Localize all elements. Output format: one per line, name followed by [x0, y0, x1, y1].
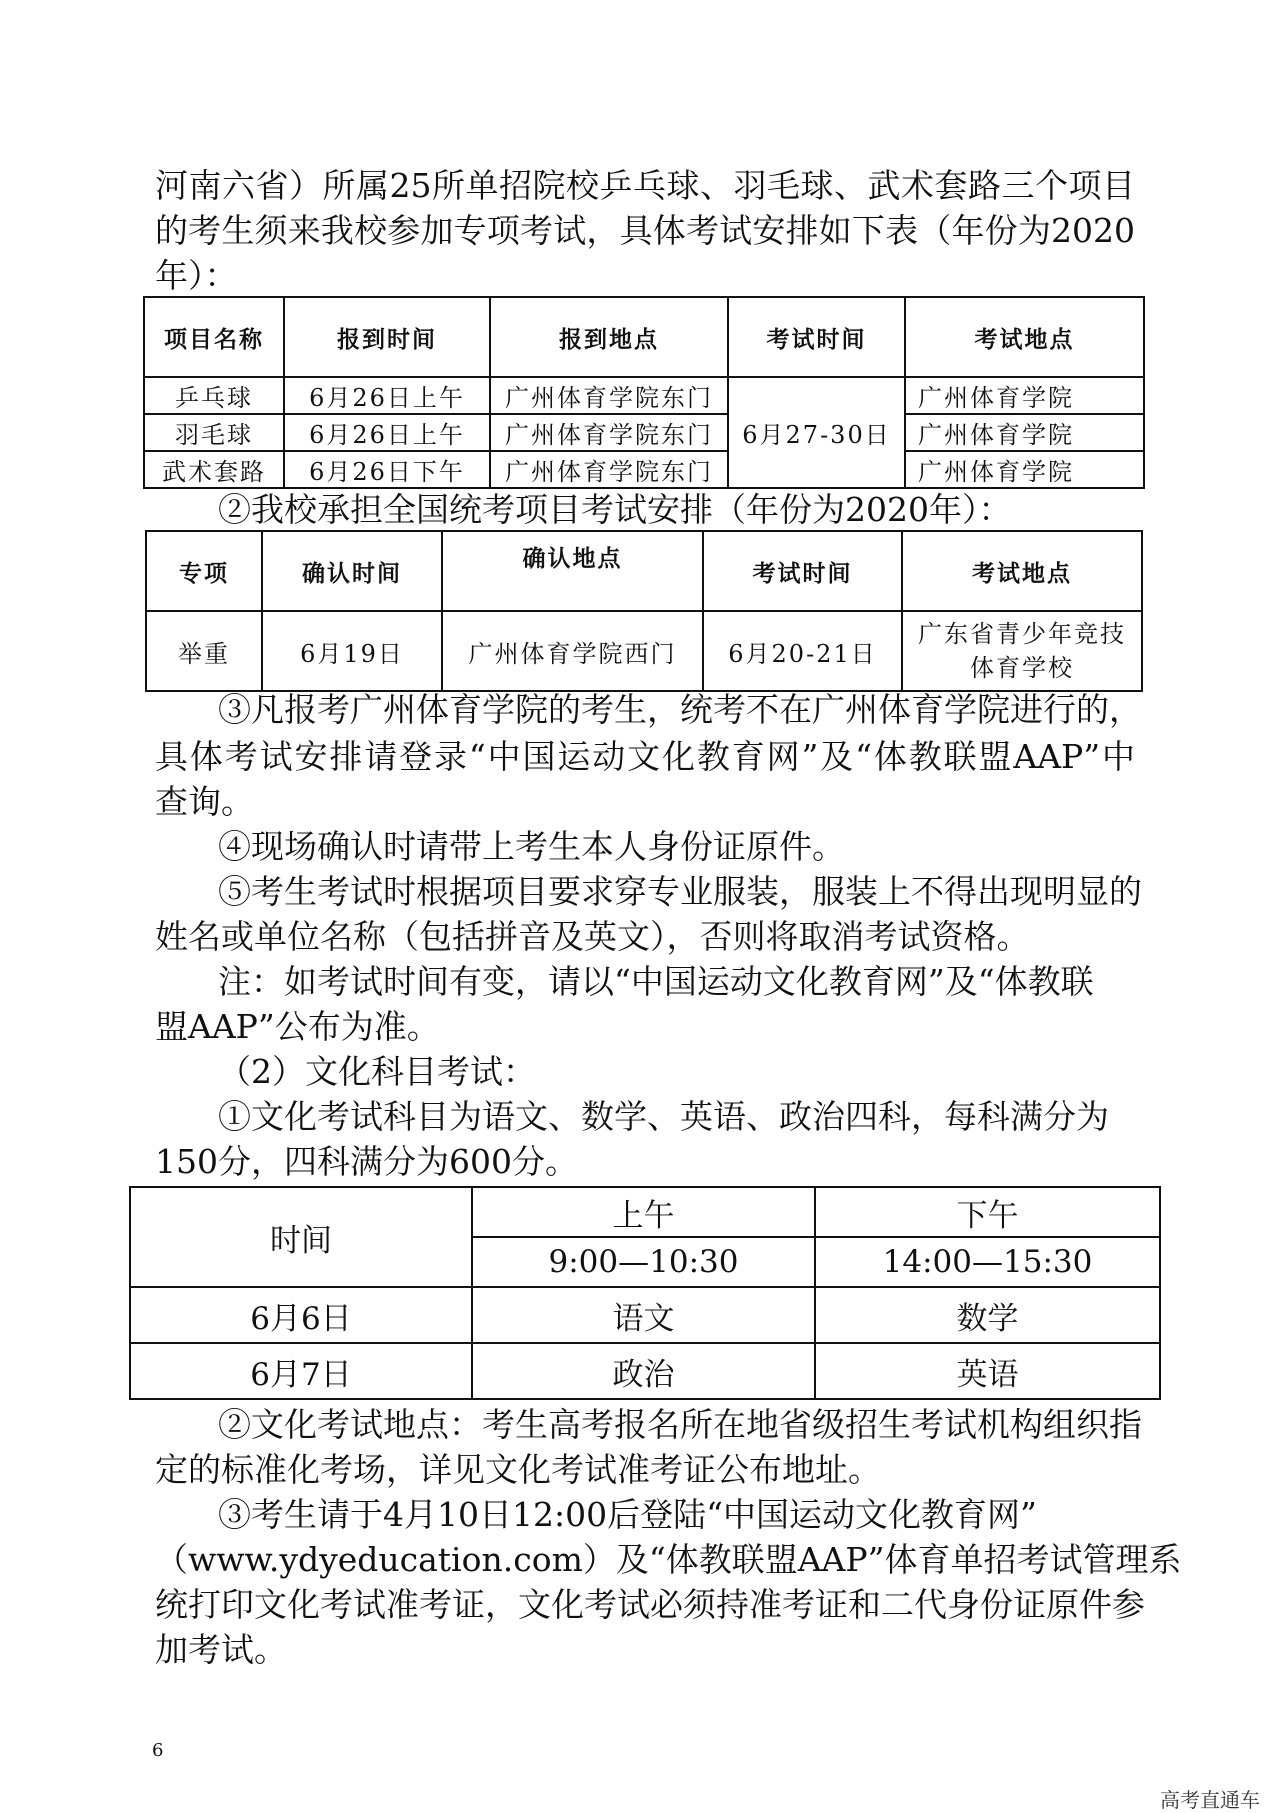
cell-report-time: 6月26日下午	[284, 451, 490, 488]
para-3-line-3: 查询。	[155, 782, 254, 821]
time-label: 时间	[130, 1187, 472, 1287]
culture-para-3-line-2: （www.ydyeducation.com）及“体教联盟AAP”体育单招考试管理系	[155, 1540, 1182, 1579]
header-project: 项目名称	[144, 297, 284, 377]
table-row	[146, 611, 1142, 691]
culture-para-2-line-2: 定的标准化考场，详见文化考试准考证公布地址。	[155, 1450, 881, 1489]
para-5-line-1: ⑤考生考试时根据项目要求穿专业服装，服装上不得出现明显的	[218, 872, 1142, 911]
intro-line-1: 河南六省）所属25所单招院校乒乓球、羽毛球、武术套路三个项目	[155, 166, 1135, 205]
cell-report-place: 广州体育学院东门	[490, 414, 728, 451]
culture-para-3-line-1: ③考生请于4月10日12:00后登陆“中国运动文化教育网”	[218, 1495, 1037, 1534]
cell-am-subject: 政治	[472, 1343, 815, 1399]
para-3-line-2: 具体考试安排请登录“中国运动文化教育网”及“体教联盟AAP”中	[155, 737, 1135, 776]
header-confirm-time: 确认时间	[262, 531, 442, 611]
culture-schedule-table	[129, 1186, 1161, 1400]
table-row	[144, 414, 1144, 451]
cell-exam-time: 6月20-21日	[703, 611, 902, 691]
cell-exam-place: 广州体育学院	[905, 451, 1144, 488]
note-line-2: 盟AAP”公布为准。	[155, 1007, 440, 1046]
header-item: 专项	[146, 531, 262, 611]
am-time: 9:00—10:30	[472, 1237, 815, 1287]
cell-project: 乒乓球	[144, 377, 284, 414]
exam-place-line-1: 广东省青少年竞技	[918, 620, 1126, 648]
special-exam-table	[143, 296, 1145, 489]
cell-report-place: 广州体育学院东门	[490, 451, 728, 488]
table-row	[130, 1287, 1160, 1343]
culture-para-3-line-3: 统打印文化考试准考证，文化考试必须持准考证和二代身份证原件参	[155, 1585, 1145, 1624]
pm-label: 下午	[815, 1187, 1160, 1237]
header-confirm-place: 确认地点	[442, 531, 703, 611]
para-3-line-1: ③凡报考广州体育学院的考生，统考不在广州体育学院进行的，	[218, 690, 1142, 729]
cell-exam-time: 6月27-30日	[728, 377, 905, 488]
cell-date: 6月7日	[130, 1343, 472, 1399]
header-exam-place: 考试地点	[902, 531, 1142, 611]
header-report-time: 报到时间	[284, 297, 490, 377]
intro-line-2: 的考生须来我校参加专项考试，具体考试安排如下表（年份为2020	[155, 211, 1135, 250]
cell-exam-place: 广州体育学院	[905, 377, 1144, 414]
cell-date: 6月6日	[130, 1287, 472, 1343]
header-exam-place: 考试地点	[905, 297, 1144, 377]
culture-para-1-line-1: ①文化考试科目为语文、数学、英语、政治四科，每科满分为	[218, 1097, 1109, 1136]
note-line-1: 注：如考试时间有变，请以“中国运动文化教育网”及“体教联	[218, 962, 1094, 1001]
cell-confirm-time: 6月19日	[262, 611, 442, 691]
watermark-text: 高考直通车	[1160, 1788, 1260, 1812]
national-exam-table	[145, 530, 1143, 692]
cell-pm-subject: 英语	[815, 1343, 1160, 1399]
culture-para-3-line-4: 加考试。	[155, 1630, 287, 1669]
cell-report-time: 6月26日上午	[284, 414, 490, 451]
table-row	[144, 451, 1144, 488]
section-2-title: ②我校承担全国统考项目考试安排（年份为2020年）：	[218, 490, 1012, 529]
pm-time: 14:00—15:30	[815, 1237, 1160, 1287]
cell-exam-place: 广州体育学院	[905, 414, 1144, 451]
culture-title: （2）文化科目考试：	[218, 1052, 536, 1091]
exam-place-line-2: 体育学校	[970, 654, 1074, 682]
header-report-place: 报到地点	[490, 297, 728, 377]
cell-exam-place	[902, 611, 1142, 691]
cell-project: 羽毛球	[144, 414, 284, 451]
cell-project: 武术套路	[144, 451, 284, 488]
cell-pm-subject: 数学	[815, 1287, 1160, 1343]
header-exam-time: 考试时间	[728, 297, 905, 377]
cell-item: 举重	[146, 611, 262, 691]
para-4: ④现场确认时请带上考生本人身份证原件。	[218, 827, 845, 866]
table-row	[144, 377, 1144, 414]
am-label: 上午	[472, 1187, 815, 1237]
page-number: 6	[152, 1740, 164, 1761]
cell-report-place: 广州体育学院东门	[490, 377, 728, 414]
cell-report-time: 6月26日上午	[284, 377, 490, 414]
para-5-line-2: 姓名或单位名称（包括拼音及英文），否则将取消考试资格。	[155, 917, 1030, 956]
cell-confirm-place: 广州体育学院西门	[442, 611, 703, 691]
culture-para-1-line-2: 150分，四科满分为600分。	[155, 1142, 578, 1181]
culture-para-2-line-1: ②文化考试地点：考生高考报名所在地省级招生考试机构组织指	[218, 1405, 1142, 1444]
cell-am-subject: 语文	[472, 1287, 815, 1343]
table-row	[130, 1343, 1160, 1399]
header-exam-time: 考试时间	[703, 531, 902, 611]
intro-line-3: 年）：	[155, 256, 238, 295]
